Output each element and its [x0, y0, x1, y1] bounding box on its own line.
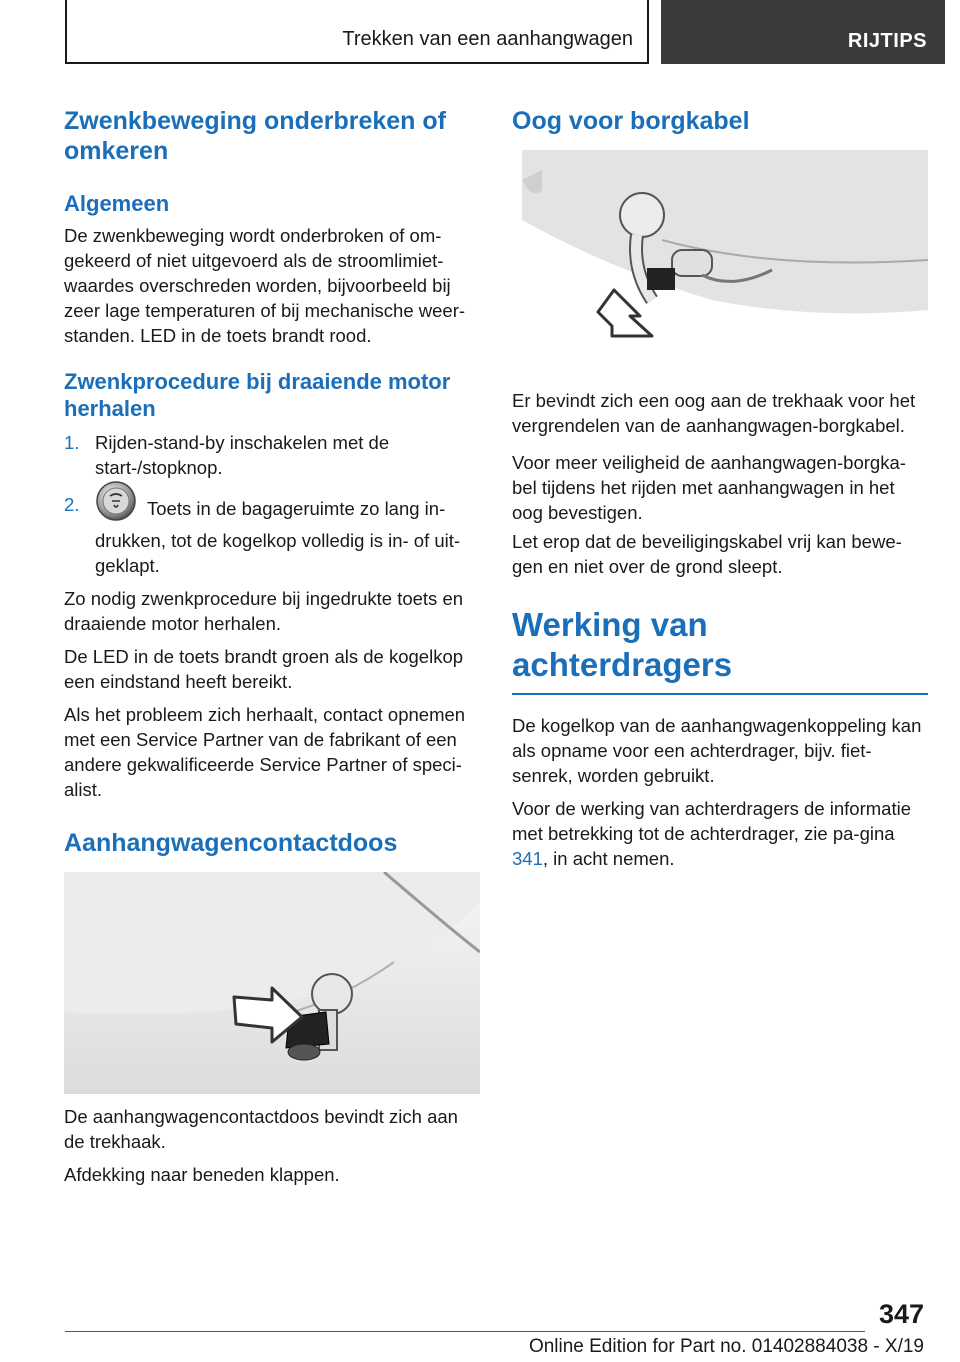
running-header-title: Trekken van een aanhangwagen: [342, 28, 633, 50]
section-tab: [661, 0, 945, 64]
paragraph-veiligheid: Voor meer veiligheid de aanhangwagen-borgka-bel tijdens het rijden met aanhangwagen in het oog bevestigen.: [512, 452, 906, 523]
footer-divider: [65, 1331, 865, 1332]
step-2-text: Toets in de bagageruimte zo lang in-drukken, tot de kogelkop volledig is in- of uit-geklapt.: [95, 497, 461, 576]
heading-zwenkprocedure: Zwenkprocedure bij draaiende motor herhalen: [64, 369, 451, 421]
paragraph-service-partner: Als het probleem zich herhaalt, contact opnemen met een Service Partner van de fabrikant of een andere gekwalificeerde Service Partner of speci-alist.: [64, 704, 466, 800]
heading-achterdragers-block: [512, 605, 928, 695]
step-2-body: [95, 492, 480, 578]
heading-zwenkbeweging: Zwenkbeweging onderbreken of omkeren: [64, 107, 446, 165]
right-column: [512, 106, 928, 879]
running-header: [65, 0, 649, 64]
heading-algemeen: Algemeen: [64, 191, 170, 216]
trunk-button-icon: [95, 480, 137, 528]
page-reference-link[interactable]: 341: [512, 848, 543, 869]
paragraph-led-groen: De LED in de toets brandt groen als de kogelkop een eindstand heeft bereikt.: [64, 646, 464, 692]
left-column: [64, 106, 480, 1195]
paragraph-algemeen: De zwenkbeweging wordt onderbroken of om-gekeerd of niet uitgevoerd als de stroomlimiet-waardes overschreden worden, bijvoorbeeld bij zeer lage temperaturen of bij mechanische weer-standen. LED in de toets brandt rood.: [64, 225, 466, 346]
paragraph-informatie-post: , in acht nemen.: [542, 848, 675, 869]
paragraph-informatie-pre: Voor de werking van achterdragers de informatie met betrekking tot de achterdrager, zie pa-gina: [512, 798, 911, 844]
section-tab-label: RIJTIPS: [847, 30, 927, 52]
step-1-number: 1.: [64, 432, 80, 453]
heading-aanhangwagencontactdoos: Aanhangwagencontactdoos: [64, 829, 398, 857]
heading-oog-borgkabel: Oog voor borgkabel: [512, 107, 750, 135]
paragraph-informatie: [512, 796, 928, 871]
paragraph-contactdoos-locatie: De aanhangwagencontactdoos bevindt zich aan de trekhaak.: [64, 1106, 458, 1152]
page-number: 347: [878, 1299, 924, 1329]
footer-edition: Online Edition for Part no. 01402884038 - X/19: [528, 1336, 924, 1357]
step-2-number: 2.: [64, 494, 80, 515]
heading-achterdragers: Werking van achterdragers: [512, 606, 733, 683]
socket-image: [64, 872, 480, 1094]
paragraph-afdekking: Afdekking naar beneden klappen.: [64, 1164, 340, 1185]
step-2: [64, 492, 480, 578]
paragraph-kabel-vrij: Let erop dat de beveiligingskabel vrij kan bewe-gen en niet over de grond sleept.: [512, 531, 902, 577]
paragraph-oog-locatie: Er bevindt zich een oog aan de trekhaak voor het vergrendelen van de aanhangwagen-borgkabel.: [512, 390, 916, 436]
paragraph-kogelkop: De kogelkop van de aanhangwagenkoppeling kan als opname voor een achterdrager, bijv. fiet-senrek, worden gebruikt.: [512, 715, 922, 786]
paragraph-herhalen: Zo nodig zwenkprocedure bij ingedrukte toets en draaiende motor herhalen.: [64, 588, 464, 634]
safety-eye-image: [512, 150, 928, 356]
step-1: [64, 430, 480, 480]
step-1-text: Rijden-stand-by inschakelen met de start-/stopknop.: [95, 432, 390, 478]
